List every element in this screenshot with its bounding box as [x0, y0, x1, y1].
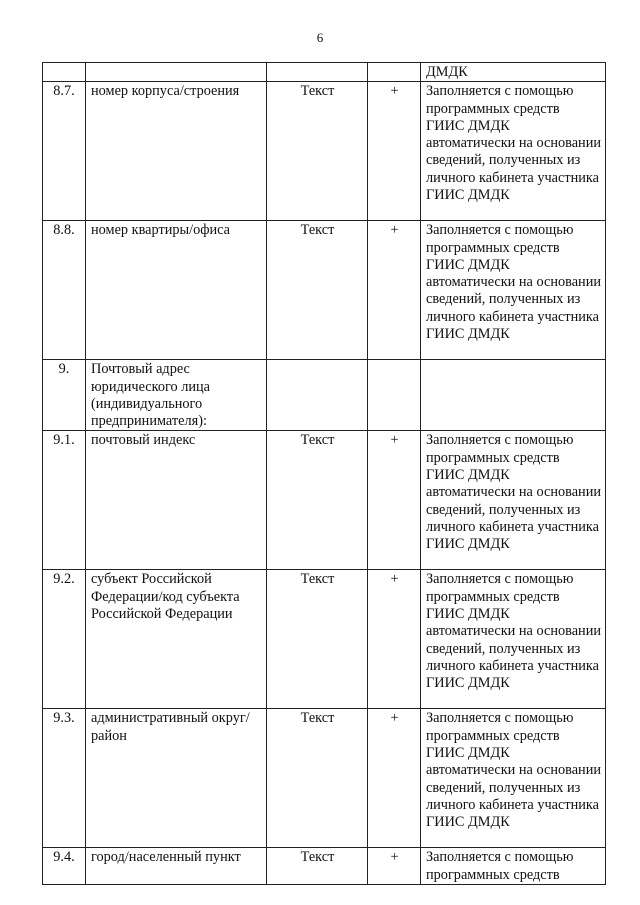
row-number [43, 63, 86, 82]
row-number: 9.1. [43, 431, 86, 570]
table-row-section [43, 360, 606, 431]
row-number: 9.4. [43, 848, 86, 885]
field-description [421, 360, 606, 431]
field-name: почтовый индекс [86, 431, 267, 570]
field-name [86, 63, 267, 82]
field-type: Текст [267, 570, 368, 709]
field-name: номер корпуса/строения [86, 82, 267, 221]
row-number: 9.2. [43, 570, 86, 709]
field-type: Текст [267, 431, 368, 570]
row-number: 8.7. [43, 82, 86, 221]
table-row [43, 709, 606, 848]
field-description: Заполняется с помощью программных средств [421, 848, 606, 885]
fields-table [42, 62, 606, 885]
field-description: Заполняется с помощью программных средств ГИИС ДМДК автоматически на основании сведений, полученных из личного кабинета участника ГИИС ДМДК [421, 570, 606, 709]
required-mark: + [368, 431, 421, 570]
required-mark [368, 63, 421, 82]
row-number: 8.8. [43, 221, 86, 360]
field-description: Заполняется с помощью программных средств ГИИС ДМДК автоматически на основании сведений, полученных из личного кабинета участника ГИИС ДМДК [421, 82, 606, 221]
row-number: 9. [43, 360, 86, 431]
field-name: Почтовый адрес юридического лица (индивидуального предпринимателя): [86, 360, 267, 431]
table-row [43, 848, 606, 885]
row-number: 9.3. [43, 709, 86, 848]
field-type: Текст [267, 221, 368, 360]
field-description: Заполняется с помощью программных средств ГИИС ДМДК автоматически на основании сведений, полученных из личного кабинета участника ГИИС ДМДК [421, 221, 606, 360]
field-type: Текст [267, 82, 368, 221]
field-description: Заполняется с помощью программных средств ГИИС ДМДК автоматически на основании сведений, полученных из личного кабинета участника ГИИС ДМДК [421, 709, 606, 848]
field-description: ДМДК [421, 63, 606, 82]
field-name: город/населенный пункт [86, 848, 267, 885]
field-name: административный округ/ район [86, 709, 267, 848]
required-mark: + [368, 709, 421, 848]
table-row [43, 82, 606, 221]
required-mark: + [368, 221, 421, 360]
field-type: Текст [267, 848, 368, 885]
field-name: номер квартиры/офиса [86, 221, 267, 360]
field-description: Заполняется с помощью программных средств ГИИС ДМДК автоматически на основании сведений, полученных из личного кабинета участника ГИИС ДМДК [421, 431, 606, 570]
required-mark: + [368, 82, 421, 221]
table-row-continued [43, 63, 606, 82]
table-row [43, 431, 606, 570]
field-name: субъект Российской Федерации/код субъекта Российской Федерации [86, 570, 267, 709]
required-mark: + [368, 570, 421, 709]
field-type: Текст [267, 709, 368, 848]
field-type [267, 63, 368, 82]
required-mark [368, 360, 421, 431]
table-row [43, 570, 606, 709]
table-row [43, 221, 606, 360]
required-mark: + [368, 848, 421, 885]
page-number: 6 [316, 30, 324, 45]
field-type [267, 360, 368, 431]
